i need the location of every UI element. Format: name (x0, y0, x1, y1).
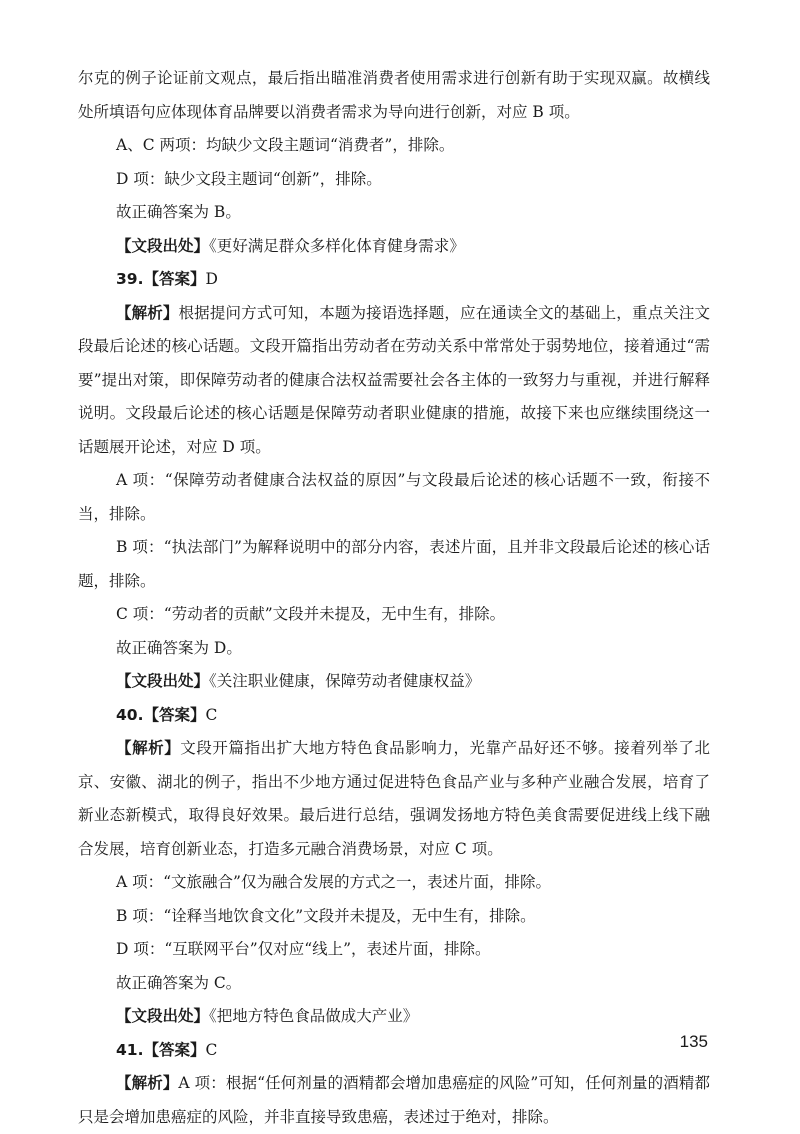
paragraph-text: 尔克的例子论证前文观点，最后指出瞄准消费者使用需求进行创新有助于实现双赢。故横线处所填语句应体现体育品牌要以消费者需求为导向进行创新，对应 B 项。 (78, 69, 710, 121)
paragraph-text: A 项：“文旅融合”仅为融合发展的方式之一，表述片面，排除。 (116, 873, 551, 891)
paragraph-text: A 项：“保障劳动者健康合法权益的原因”与文段最后论述的核心话题不一致，衔接不当，排除。 (78, 471, 710, 523)
paragraph-label: 【解析】 (116, 739, 181, 757)
paragraph (78, 531, 710, 598)
paragraph (78, 967, 710, 1001)
paragraph-text: C (205, 705, 218, 724)
paragraph-text: 文段开篇指出扩大地方特色食品影响力，光靠产品好还不够。接着列举了北京、安徽、湖北的例子，指出不少地方通过促进特色食品产业与多种产业融合发展，培育了新业态新模式，取得良好效果。最后进行总结，强调发扬地方特色美食需要促进线上线下融合发展，培育创新业态，打造多元融合消费场景，对应 C 项。 (78, 739, 710, 858)
paragraph (78, 297, 710, 465)
paragraph-text: B 项：“诠释当地饮食文化”文段并未提及，无中生有，排除。 (116, 906, 536, 925)
paragraph-label: 【解析】 (116, 1074, 179, 1092)
paragraph (78, 1000, 710, 1034)
paragraph-label: 40.【答案】 (116, 705, 206, 724)
paragraph (78, 933, 710, 967)
document-body (78, 62, 710, 1134)
paragraph (78, 632, 710, 666)
paragraph-text: C (205, 1040, 218, 1059)
paragraph-text: 故正确答案为 D。 (116, 638, 242, 657)
paragraph-text: 《关注职业健康，保障劳动者健康权益》 (209, 672, 481, 690)
paragraph-label: 【文段出处】 (116, 1007, 210, 1025)
paragraph (78, 464, 710, 531)
paragraph-text: A、C 两项：均缺少文段主题词“消费者”，排除。 (116, 136, 455, 154)
paragraph-text: 《更好满足群众多样化体育健身需求》 (209, 236, 465, 255)
paragraph (78, 129, 710, 163)
paragraph-text: 《把地方特色食品做成大产业》 (209, 1007, 419, 1025)
paragraph (78, 732, 710, 866)
paragraph-text: D 项：“互联网平台”仅对应“线上”，表述片面，排除。 (116, 940, 491, 958)
page-number: 135 (679, 1032, 708, 1051)
paragraph-text: D (205, 270, 218, 288)
paragraph (78, 900, 710, 934)
paragraph (78, 62, 710, 129)
paragraph-text: B 项：“执法部门”为解释说明中的部分内容，表述片面，且并非文段最后论述的核心话题，排除。 (78, 538, 710, 590)
paragraph (78, 866, 710, 900)
paragraph (78, 665, 710, 699)
paragraph (78, 163, 710, 197)
paragraph-text: A 项：根据“任何剂量的酒精都会增加患癌症的风险”可知，任何剂量的酒精都只是会增加患癌症的风险，并非直接导致患癌，表述过于绝对，排除。 (78, 1074, 710, 1126)
paragraph-text: 故正确答案为 C。 (116, 973, 242, 992)
paragraph (78, 1067, 710, 1134)
paragraph-label: 【文段出处】 (116, 672, 210, 690)
paragraph (78, 263, 710, 297)
paragraph-label: 41.【答案】 (116, 1040, 206, 1059)
paragraph-label: 39.【答案】 (116, 270, 206, 288)
paragraph (78, 1034, 710, 1068)
paragraph-text: D 项：缺少文段主题词“创新”，排除。 (116, 169, 382, 188)
paragraph-label: 【文段出处】 (116, 236, 210, 255)
paragraph (78, 230, 710, 264)
paragraph-label: 【解析】 (116, 303, 179, 322)
paragraph (78, 598, 710, 632)
paragraph-text: 故正确答案为 B。 (116, 203, 241, 221)
paragraph (78, 196, 710, 230)
paragraph-text: C 项：“劳动者的贡献”文段并未提及，无中生有，排除。 (116, 605, 506, 623)
paragraph (78, 699, 710, 733)
paragraph-text: 根据提问方式可知，本题为接语选择题，应在通读全文的基础上，重点关注文段最后论述的核心话题。文段开篇指出劳动者在劳动关系中常常处于弱势地位，接着通过“需要”提出对策，即保障劳动者的健康合法权益需要社会各主体的一致努力与重视，并进行解释说明。文段最后论述的核心话题是保障劳动者职业健康的措施，故接下来也应继续围绕这一话题展开论述，对应 D 项。 (78, 303, 710, 456)
